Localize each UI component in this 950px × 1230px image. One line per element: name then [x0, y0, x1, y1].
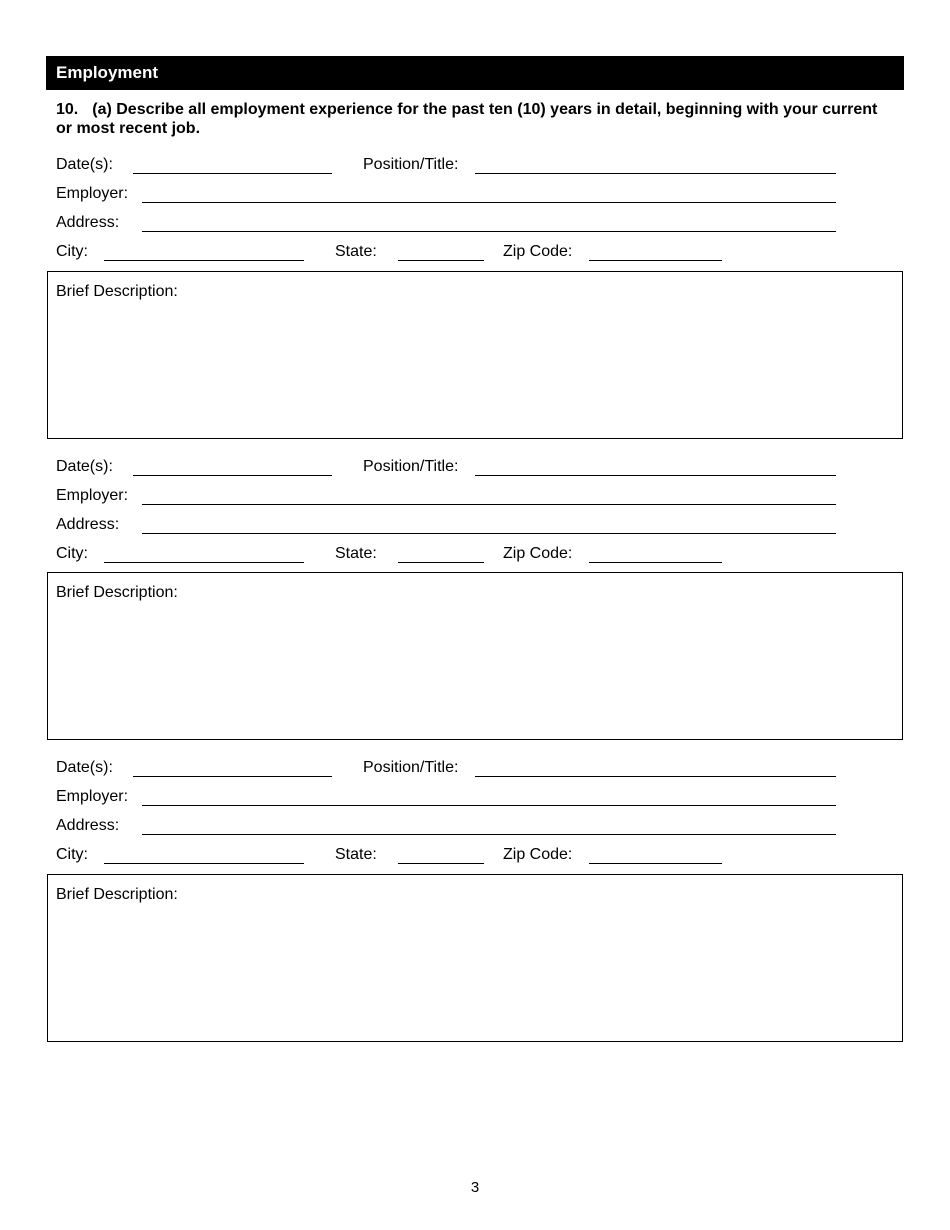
description-box[interactable]	[47, 271, 903, 439]
address-label: Address:	[56, 214, 120, 231]
address-field[interactable]	[142, 834, 836, 835]
dates-label: Date(s):	[56, 458, 113, 475]
employer-field[interactable]	[142, 504, 836, 505]
position-label: Position/Title:	[363, 156, 459, 173]
state-field[interactable]	[398, 863, 484, 864]
state-label: State:	[335, 243, 377, 260]
description-label: Brief Description:	[56, 886, 178, 903]
address-field[interactable]	[142, 231, 836, 232]
address-label: Address:	[56, 516, 120, 533]
city-label: City:	[56, 846, 88, 863]
zip-field[interactable]	[589, 863, 722, 864]
description-box[interactable]	[47, 874, 903, 1042]
question-text: (a) Describe all employment experience for the past ten (10) years in detail, beginning with your current or most recent job.	[56, 101, 878, 137]
address-label: Address:	[56, 817, 120, 834]
state-label: State:	[335, 846, 377, 863]
position-label: Position/Title:	[363, 458, 459, 475]
city-label: City:	[56, 545, 88, 562]
section-title: Employment	[56, 63, 159, 82]
position-label: Position/Title:	[363, 759, 459, 776]
dates-field[interactable]	[133, 173, 332, 174]
city-field[interactable]	[104, 863, 304, 864]
zip-label: Zip Code:	[503, 545, 573, 562]
question-10	[56, 100, 896, 138]
description-box[interactable]	[47, 572, 903, 740]
dates-label: Date(s):	[56, 156, 113, 173]
zip-label: Zip Code:	[503, 846, 573, 863]
employer-field[interactable]	[142, 805, 836, 806]
question-number: 10.	[56, 101, 79, 118]
description-label: Brief Description:	[56, 584, 178, 601]
position-field[interactable]	[475, 776, 836, 777]
section-header	[46, 56, 904, 90]
position-field[interactable]	[475, 475, 836, 476]
employer-label: Employer:	[56, 788, 129, 805]
description-label: Brief Description:	[56, 283, 178, 300]
state-field[interactable]	[398, 260, 484, 261]
dates-label: Date(s):	[56, 759, 113, 776]
employer-label: Employer:	[56, 487, 129, 504]
city-label: City:	[56, 243, 88, 260]
dates-field[interactable]	[133, 776, 332, 777]
zip-field[interactable]	[589, 562, 722, 563]
state-field[interactable]	[398, 562, 484, 563]
address-field[interactable]	[142, 533, 836, 534]
employer-field[interactable]	[142, 202, 836, 203]
state-label: State:	[335, 545, 377, 562]
zip-label: Zip Code:	[503, 243, 573, 260]
employer-label: Employer:	[56, 185, 129, 202]
city-field[interactable]	[104, 260, 304, 261]
city-field[interactable]	[104, 562, 304, 563]
position-field[interactable]	[475, 173, 836, 174]
page-number: 3	[470, 1179, 480, 1196]
zip-field[interactable]	[589, 260, 722, 261]
dates-field[interactable]	[133, 475, 332, 476]
